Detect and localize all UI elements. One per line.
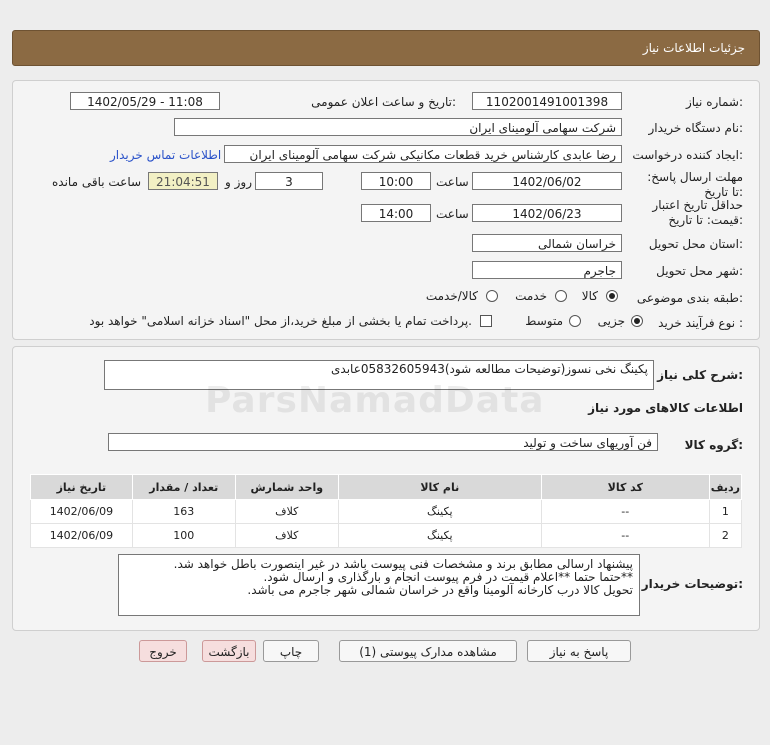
exit-button[interactable]: خروج: [139, 640, 187, 662]
validity-date-field: 1402/06/23: [472, 204, 622, 222]
cell-qty: 163: [132, 500, 235, 524]
cell-row: 2: [709, 524, 741, 548]
cell-date: 1402/06/09: [31, 500, 133, 524]
cell-code: --: [541, 500, 709, 524]
category-goods-label: کالا: [581, 289, 598, 303]
print-button[interactable]: چاپ: [263, 640, 319, 662]
col-unit: واحد شمارش: [235, 475, 338, 500]
creator-label: ایجاد کننده درخواست:: [632, 148, 743, 162]
category-goods-service-label: کالا/خدمت: [425, 289, 478, 303]
cell-row: 1: [709, 500, 741, 524]
deadline-date-field: 1402/06/02: [472, 172, 622, 190]
buyer-notes-label: توضیحات خریدار:: [641, 577, 743, 591]
validity-label: حداقل تاریخ اعتبار قیمت: تا تاریخ:: [652, 198, 743, 227]
col-qty: تعداد / مقدار: [132, 475, 235, 500]
need-number-label: شماره نیاز:: [685, 95, 743, 109]
city-label: شهر محل تحویل:: [656, 264, 743, 278]
creator-field: رضا عابدی کارشناس خرید قطعات مکانیکی شرکت سهامی آلومینای ایران: [224, 145, 622, 163]
deadline-time-field: 10:00: [361, 172, 431, 190]
process-medium-label: متوسط: [525, 314, 563, 328]
buyer-note-line: تحویل کالا درب کارخانه آلومینا واقع در خراسان شمالی شهر جاجرم می باشد.: [247, 583, 633, 597]
category-label: طبقه بندی موضوعی:: [636, 291, 743, 305]
cell-code: --: [541, 524, 709, 548]
cell-qty: 100: [132, 524, 235, 548]
days-field: 3: [255, 172, 323, 190]
buyer-note-line: **حتما حتما **اعلام قیمت در فرم پیوست انجام و بارگذاری و ارسال شود.: [263, 570, 633, 584]
buyer-note-line: پیشنهاد ارسالی مطابق برند و مشخصات فنی پیوست باشد در غیر اینصورت باطل خواهد شد.: [173, 557, 633, 571]
col-name: نام کالا: [338, 475, 541, 500]
table-header-row: [31, 475, 742, 500]
deadline-label: مهلت ارسال پاسخ: تا تاریخ:: [647, 170, 743, 199]
table-row[interactable]: [31, 500, 742, 524]
cell-unit: کلاف: [235, 500, 338, 524]
view-attachments-button[interactable]: مشاهده مدارک پیوستی (1): [339, 640, 517, 662]
page-title: جزئیات اطلاعات نیاز: [642, 41, 745, 55]
summary-field: پکینگ نخی نسوز(توضیحات مطالعه شود)05832605943عابدی: [104, 360, 654, 390]
validity-time-field: 14:00: [361, 204, 431, 222]
col-code: کد کالا: [541, 475, 709, 500]
process-medium-radio[interactable]: [569, 315, 581, 327]
category-service-radio[interactable]: [555, 290, 567, 302]
goods-table: [30, 474, 742, 548]
days-label: روز و: [225, 175, 252, 189]
validity-time-label: ساعت: [436, 207, 469, 221]
province-label: استان محل تحویل:: [648, 237, 743, 251]
buyer-label: نام دستگاه خریدار:: [648, 121, 743, 135]
process-label: نوع فرآیند خرید :: [658, 316, 743, 330]
treasury-payment-checkbox[interactable]: [480, 315, 492, 327]
cell-name: پکینگ: [338, 524, 541, 548]
cell-unit: کلاف: [235, 524, 338, 548]
buyer-field: شرکت سهامی آلومینای ایران: [174, 118, 622, 136]
back-button[interactable]: بازگشت: [202, 640, 256, 662]
cell-name: پکینگ: [338, 500, 541, 524]
category-goods-radio[interactable]: [606, 290, 618, 302]
page-header: [12, 30, 760, 66]
contact-buyer-link[interactable]: اطلاعات تماس خریدار: [110, 148, 222, 162]
need-number-field: 1102001491001398: [472, 92, 622, 110]
process-minor-label: جزیی: [597, 314, 625, 328]
col-date: تاریخ نیاز: [31, 475, 133, 500]
announce-field: 1402/05/29 - 11:08: [70, 92, 220, 110]
goods-group-label: گروه کالا:: [684, 438, 743, 452]
buyer-notes-field: [118, 554, 640, 616]
city-field: جاجرم: [472, 261, 622, 279]
table-row[interactable]: [31, 524, 742, 548]
announce-label: تاریخ و ساعت اعلان عمومی:: [311, 95, 456, 109]
reply-button[interactable]: پاسخ به نیاز: [527, 640, 631, 662]
col-row: ردیف: [709, 475, 741, 500]
summary-label: شرح کلی نیاز:: [657, 368, 743, 382]
process-minor-radio[interactable]: [631, 315, 643, 327]
province-field: خراسان شمالی: [472, 234, 622, 252]
category-goods-service-radio[interactable]: [486, 290, 498, 302]
cell-date: 1402/06/09: [31, 524, 133, 548]
remaining-label: ساعت باقی مانده: [52, 175, 142, 189]
treasury-payment-label: پرداخت تمام یا بخشی از مبلغ خرید،از محل "اسناد خزانه اسلامی" خواهد بود.: [89, 314, 472, 328]
deadline-time-label: ساعت: [436, 175, 469, 189]
goods-info-heading: اطلاعات کالاهای مورد نیاز: [588, 401, 743, 415]
category-service-label: خدمت: [515, 289, 547, 303]
remaining-timer: 21:04:51: [148, 172, 218, 190]
goods-group-field: فن آوریهای ساخت و تولید: [108, 433, 658, 451]
